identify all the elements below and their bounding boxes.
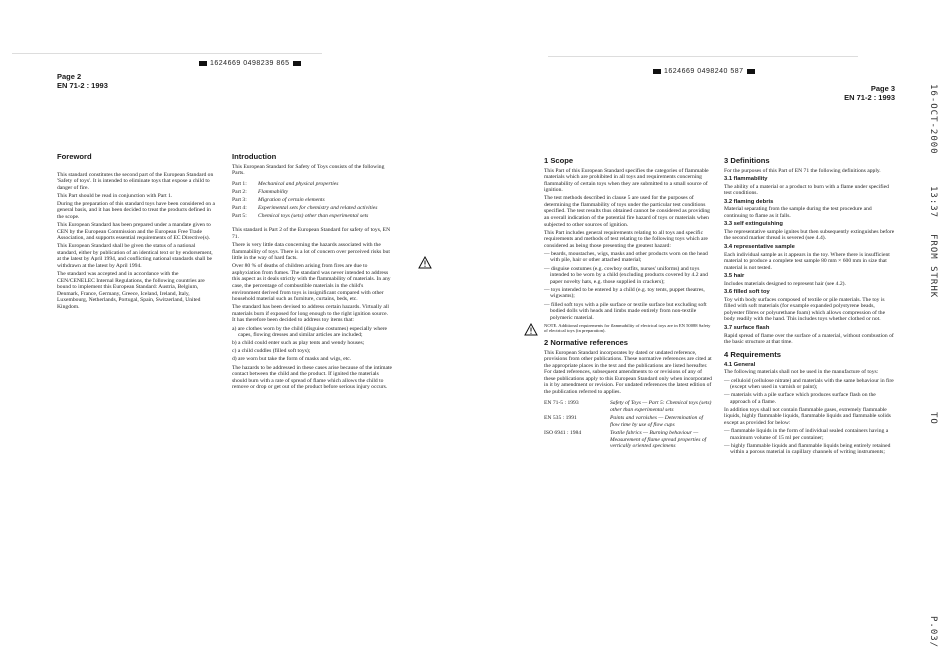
fax-page: P.03/ — [928, 616, 938, 649]
fax-date: 16-OCT-2000 — [928, 84, 938, 155]
scope-list-item: — filled soft toys with a pile surface or textile surface but excluding soft bodied dolls with heads and limbs made entirely from non-textile polymeric material. — [544, 301, 707, 321]
definitions-title: 3 Definitions — [724, 156, 770, 165]
scope-paragraph: This Part of this European Standard specifies the categories of flammable materials which are prohibited in all toys and requirements concerning flammability of certain toys when they are submitted to a small source of ignition. — [544, 167, 709, 194]
requirements-general-title: 4.1 General — [724, 361, 756, 368]
scan-edge-line — [548, 56, 858, 57]
right-page-number: Page 3 — [870, 84, 895, 93]
right-page-header — [815, 84, 895, 102]
definition-text: The ability of a material or a product to burn with a flame under specified test conditions. — [724, 183, 889, 197]
definition-term: 3.2 flaming debris — [724, 198, 774, 205]
hazard-list-item: c) a child cuddles (filled soft toys); — [232, 348, 311, 355]
normative-references-title: 2 Normative references — [544, 338, 628, 348]
part-list-item: Part 4: Experimental sets for chemistry and related activities — [232, 205, 378, 212]
part-list-item: Part 1: Mechanical and physical properties — [232, 181, 339, 188]
foreword-paragraph: During the preparation of this standard toys have been considered on a general basis, and it has been decided to treat the products defined in the scope. — [57, 200, 215, 221]
part-list-item: Part 3: Migration of certain elements — [232, 197, 325, 204]
introduction-paragraph: This standard is Part 2 of the European Standard for safety of toys, EN 71. — [232, 227, 391, 241]
requirements-list-item: — flammable liquids in the form of individual sealed containers having a maximum volume of 15 ml per container; — [724, 428, 889, 441]
part-list-item: Part 5: Chemical toys (sets) other than experimental sets — [232, 213, 369, 220]
warning-triangle-icon — [524, 323, 538, 336]
hazard-list-item: b) a child could enter such as play tents and wendy houses; — [232, 340, 365, 347]
introduction-paragraph: The standard has been devised to address certain hazards. Virtually all materials burn if exposed for long enough to the right ignition source. It has therefore been decided to address toy items that: — [232, 304, 389, 324]
definitions-column — [724, 158, 896, 457]
definition-text: Rapid spread of flame over the surface of a material, without combustion of the basic structure at that time. — [724, 332, 894, 346]
definition-text: Includes materials designed to represent hair (see 4.2). — [724, 280, 846, 287]
left-barcode: 1624669 0498239 865 — [196, 60, 304, 67]
definition-text: Material separating from the sample during the test procedure and continuing to flame as it falls. — [724, 206, 872, 219]
scope-list-item: — beards, moustaches, wigs, masks and other products worn on the head with pile, hair or other attached material; — [544, 250, 708, 264]
foreword-title: Foreword — [57, 152, 92, 161]
scope-paragraph: The test methods described in clause 5 are used for the purposes of determining the flammability of toys under the particular test conditions specified. The test results thus obtained cannot be considered as providing an overall indication of the potential fire hazard of toys or materials when subjected to other sources of ignition. — [544, 195, 710, 228]
introduction-lead: This European Standard for Safety of Toys consists of the following Parts. — [232, 163, 385, 177]
reference-item: ISO 6941 : 1984 Textile fabrics — Burning behaviour — Measurement of flame spread properties of vertically oriented specimens — [544, 430, 707, 450]
definition-term: 3.4 representative sample — [724, 244, 795, 251]
foreword-paragraph: This European Standard has been prepared under a mandate given to CEN by the European Commission and the European Free Trade Association, and supports essential requirements of EC Directive(s). — [57, 222, 211, 242]
foreword-paragraph: This standard constitutes the second part of the European Standard on 'Safety of toys'. It is intended to eliminate toys that expose a child to danger of fire. — [57, 171, 214, 191]
introduction-paragraph: There is very little data concerning the hazards associated with the flammability of toys. There is a lot of concern over perceived risks but little in the way of hard facts. — [232, 242, 390, 262]
requirements-title: 4 Requirements — [724, 350, 781, 360]
definition-term: 3.7 surface flash — [724, 325, 770, 332]
normative-paragraph: This European Standard incorporates by dated or undated reference, provisions from other publications. These normative references are cited at the appropriate places in the text and the publications are listed hereafter. For dated references, subsequent amendments to or revisions of any of these publications apply to this European Standard only when incorporated in it by amendment or revision. For undated references the latest edition of the publication referred to applies. — [544, 349, 712, 395]
left-standard-id: EN 71-2 : 1993 — [57, 81, 108, 90]
definition-term: 3.3 self extinguishing — [724, 221, 783, 228]
scope-note: NOTE. Additional requirements for flammability of electrical toys are in EN 50088 Safety of electrical toys (in preparation). — [544, 322, 711, 334]
definitions-lead: For the purposes of this Part of EN 71 the following definitions apply. — [724, 167, 881, 174]
definition-text: Each individual sample as it appears in the toy. Where there is insufficient material to produce a complete test sample 80 mm × 600 mm in size that material is not tested. — [724, 251, 890, 271]
introduction-title: Introduction — [232, 152, 277, 161]
definition-term: 3.5 hair — [724, 273, 745, 280]
requirements-paragraph: In addition toys shall not contain flammable gases, extremely flammable liquids, highly flammable liquids, flammable liquids and flammable solids except as provided for below: — [724, 406, 891, 426]
fax-time: 13:37 — [928, 186, 938, 219]
reference-item: EN 71-5 : 1993 Safety of Toys — Part 5: Chemical toys (sets) other than experimental sets — [544, 400, 712, 413]
left-page-number: Page 2 — [57, 72, 82, 81]
scope-column — [544, 158, 712, 452]
scan-edge-line — [12, 53, 322, 54]
requirements-list-item: — materials with a pile surface which produces surface flash on the approach of a flame. — [724, 392, 876, 405]
warning-triangle-icon — [418, 256, 432, 269]
definition-term: 3.1 flammability — [724, 176, 768, 183]
part-list-item: Part 2: Flammability — [232, 189, 289, 196]
scope-list-item: — disguise costumes (e.g. cowboy outfits, nurses' uniforms) and toys intended to be worn by a child (excluding products covered by 4.2 and paper novelty hats, e.g. those supplied in crackers); — [544, 265, 708, 285]
scope-title: 1 Scope — [544, 156, 574, 165]
foreword-paragraph: The standard was accepted and in accordance with the CEN/CENELEC Internal Regulations, the following countries are bound to implement this European Standard: Austria, Belgium, Denmark, France, Germany, Greece, Iceland, Ireland, Italy, Luxembourg, Netherlands, Portugal, Spain, Switzerland, United Kingdom. — [57, 271, 205, 310]
hazard-list-item: a) are clothes worn by the child (disguise costumes) especially where capes, flowing dresses and similar articles are included; — [232, 325, 388, 339]
requirements-list-item: — highly flammable liquids and flammable liquids being entirely retained within a porous material in capillary channels of writing instruments; — [724, 442, 891, 456]
reference-item: EN 535 : 1991 Paints and varnishes — Determination of flow time by use of flow cups — [544, 415, 704, 428]
scope-list-item: — toys intended to be entered by a child (e.g. toy tents, puppet theatres, wigwams); — [544, 286, 705, 300]
right-barcode: 1624669 0498240 587 — [650, 68, 758, 75]
scope-paragraph: This Part includes general requirements relating to all toys and specific requirements and methods of test relating to the following toys which are considered as being those presenting the greatest hazard: — [544, 229, 708, 249]
requirements-list-item: — celluloid (cellulose nitrate) and materials with the same behaviour in fire (except when used in varnish or paint); — [724, 377, 894, 391]
introduction-paragraph: Over 80 % of deaths of children arising from fires are due to asphyxiation from fumes. The standard was never intended to address this aspect as it deals strictly with the flammability of materials. In any case, the percentage of combustible materials in the child's environment derived from toys is insignificant compared with other household material such as furniture, curtains, beds, etc. — [232, 263, 391, 303]
fax-to: TO — [928, 412, 938, 425]
hazard-list-item: d) are worn but take the form of masks and wigs, etc. — [232, 356, 352, 363]
definition-text: Toy with body surfaces composed of textile or pile materials. The toy is filled with soft materials (for example expanded polystyrene beads, polyester fibres or polyurethane foam) which allows compression of the body readily with the hand. This includes toys whether clothed or not. — [724, 296, 886, 323]
foreword-column — [57, 154, 215, 312]
left-page-header — [57, 72, 108, 90]
introduction-column — [232, 154, 392, 392]
requirements-lead: The following materials shall not be used in the manufacture of toys: — [724, 369, 879, 376]
right-standard-id: EN 71-2 : 1993 — [844, 93, 895, 102]
foreword-paragraph: This Part should be read in conjunction with Part 1. — [57, 192, 173, 199]
foreword-paragraph: This European Standard shall be given the status of a national standard, either by publication of an identical text or by endorsement, at the latest by April 1994, and conflicting national standards shall be withdrawn at the latest by April 1994. — [57, 243, 213, 270]
definition-term: 3.6 filled soft toy — [724, 289, 770, 296]
definition-text: The representative sample ignites but then subsequently extinguishes before the second marker thread is severed (see 4.4). — [724, 228, 895, 242]
introduction-closing: The hazards to be addressed in these cases arise because of the intimate contact between the child and the product. If ignited the materials should burn with a rate of spread of flame which allows the child to remove or drop or get out of the product before serious injury occurs. — [232, 364, 392, 391]
fax-from: FROM STRHK — [928, 234, 938, 299]
